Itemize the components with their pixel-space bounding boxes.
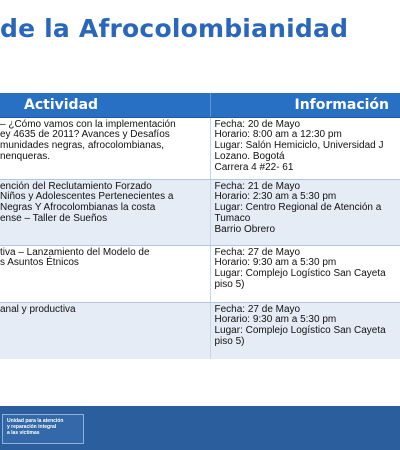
table-row (0, 117, 400, 179)
actividad-line: nenqueras. (0, 151, 51, 163)
actividad-cell (0, 179, 210, 245)
informacion-line: Barrio Obrero (214, 224, 276, 236)
actividad-line: anal y productiva (0, 303, 76, 315)
actividad-cell (0, 245, 210, 302)
informacion-line: Lugar: Complejo Logístico San Cayeta (214, 268, 386, 280)
actividad-line: s Asuntos Étnicos (0, 257, 79, 269)
table-row (0, 302, 400, 359)
logo-text (7, 418, 63, 436)
actividad-line: tiva – Lanzamiento del Modelo de (0, 246, 150, 258)
actividad-line: Niños y Adolescentes Pertenecientes a (0, 191, 174, 203)
slide-title: de la Afrocolombianidad (0, 14, 349, 43)
informacion-cell (210, 245, 400, 302)
informacion-line: Horario: 9:30 am a 5:30 pm (214, 257, 337, 269)
informacion-line: Carrera 4 #22- 61 (214, 162, 294, 174)
actividad-cell (0, 117, 210, 179)
informacion-line: Lugar: Centro Regional de Atención a (214, 202, 382, 214)
header-actividad: Actividad (0, 93, 210, 117)
activities-table (0, 93, 400, 359)
header-informacion: Información (210, 93, 400, 117)
informacion-cell (210, 179, 400, 245)
actividad-line: ey 4635 de 2011? Avances y Desafíos (0, 129, 170, 141)
informacion-line: Horario: 2:30 am a 5:30 pm (214, 191, 337, 203)
informacion-line: Fecha: 21 de Mayo (214, 180, 301, 192)
informacion-line: Fecha: 20 de Mayo (214, 118, 301, 130)
logo-line: y reparación integral (7, 424, 57, 430)
informacion-line: Lugar: Salón Hemiciclo, Universidad J (214, 140, 384, 152)
informacion-cell (210, 117, 400, 179)
footer-bar (0, 406, 400, 450)
informacion-line: Horario: 8:00 am a 12:30 pm (214, 129, 342, 141)
actividad-line: – ¿Cómo vamos con la implementación (0, 118, 176, 130)
informacion-line: Lugar: Complejo Logístico San Cayeta (214, 325, 386, 337)
logo-line: Unidad para la atención (7, 418, 64, 424)
informacion-line: Tumaco (214, 213, 251, 225)
logo-line: a las víctimas (7, 430, 40, 436)
informacion-line: piso 5) (214, 279, 245, 291)
informacion-line: Lozano. Bogotá (214, 151, 285, 163)
informacion-cell (210, 302, 400, 359)
actividad-line: ense – Taller de Sueños (0, 213, 108, 225)
actividad-cell (0, 302, 210, 359)
informacion-line: piso 5) (214, 336, 245, 348)
actividad-line: Negras Y Afrocolombianas la costa (0, 202, 156, 214)
informacion-line: Fecha: 27 de Mayo (214, 303, 301, 315)
table-row (0, 245, 400, 302)
victims-unit-logo (2, 414, 84, 444)
informacion-line: Fecha: 27 de Mayo (214, 246, 301, 258)
informacion-line: Horario: 9:30 am a 5:30 pm (214, 314, 337, 326)
actividad-line: ención del Reclutamiento Forzado (0, 180, 152, 192)
table-row (0, 179, 400, 245)
actividad-line: munidades negras, afrocolombianas, (0, 140, 164, 152)
table-header-row (0, 93, 400, 117)
